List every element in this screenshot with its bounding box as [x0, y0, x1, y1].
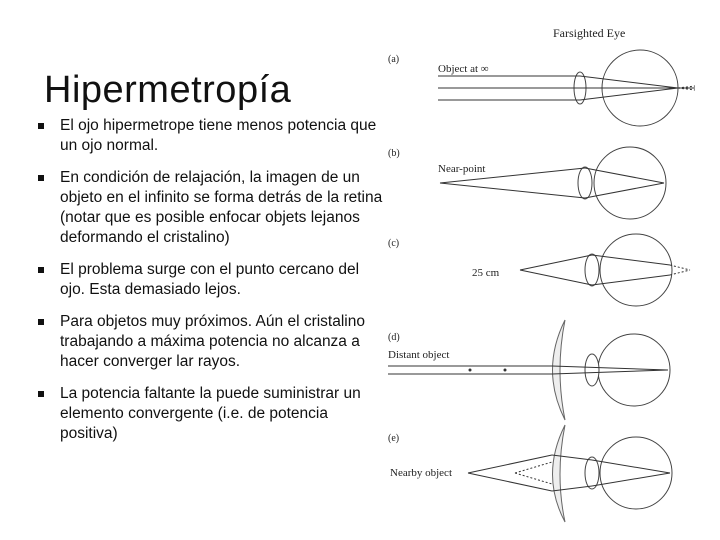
bullet-text: En condición de relajación, la imagen de un objeto en el infinito se forma detrás de la retina (notar que es posible enfocar objets lejanos deformando el cristalino): [60, 169, 383, 246]
ray: [468, 455, 552, 473]
panel-label: 25 cm: [472, 267, 500, 279]
bullet-text: La potencia faltante la puede suministrar un elemento convergente (i.e. de potencia positiva): [60, 385, 361, 442]
crystalline-lens: [578, 167, 592, 199]
ray: [520, 270, 592, 285]
bullet-text: El ojo hipermetrope tiene menos potencia que un ojo normal.: [60, 117, 377, 154]
eyeball: [600, 234, 672, 306]
square-bullet-icon: [38, 123, 44, 129]
square-bullet-icon: [38, 391, 44, 397]
panel-b: [388, 147, 666, 219]
square-bullet-icon: [38, 267, 44, 273]
extended-ray: [670, 265, 690, 270]
panel-label: Object at ∞: [438, 63, 489, 75]
farsighted-eye-figure: [380, 20, 710, 525]
bullet-item: [38, 168, 383, 248]
slide-title: Hipermetropía: [44, 69, 292, 112]
bullet-text-post: del ojo. Esta demasiado lejos.: [60, 261, 360, 298]
bullet-item: [38, 116, 383, 156]
ray: [552, 366, 668, 370]
crystalline-lens: [585, 457, 599, 489]
panel-d: [388, 320, 670, 420]
ray: [468, 473, 552, 491]
panel-tag: (b): [388, 148, 400, 159]
ray: [552, 370, 668, 374]
ray: [592, 275, 670, 285]
ray: [580, 76, 678, 88]
bullet-text-emphasis: punto cercano: [235, 261, 335, 278]
panel-tag: (e): [388, 433, 400, 444]
extended-ray: [670, 270, 690, 275]
virtual-ray: [515, 462, 552, 473]
bullet-text: Para objetos muy próximos. Aún el cristalino trabajando a máxima potencia no alcanza a hacer converger lar rayos.: [60, 313, 365, 370]
ray: [592, 460, 670, 473]
bullet-item: [38, 384, 383, 444]
square-bullet-icon: [38, 175, 44, 181]
bullet-item: [38, 312, 383, 372]
square-bullet-icon: [38, 319, 44, 325]
focal-point-marker: [504, 369, 507, 372]
crystalline-lens: [585, 254, 599, 286]
ray: [592, 255, 670, 265]
panel-tag: (c): [388, 238, 400, 249]
eyeball: [600, 437, 672, 509]
crystalline-lens: [585, 354, 599, 386]
panel-tag: (d): [388, 332, 400, 343]
corrective-lens: [553, 320, 566, 420]
ray: [585, 183, 664, 198]
ray: [580, 88, 678, 100]
ray: [440, 183, 585, 198]
ray: [585, 168, 664, 183]
figure-title: Farsighted Eye: [553, 26, 626, 40]
panel-label: Distant object: [388, 349, 450, 361]
panel-e: [388, 425, 672, 522]
panel-tag: (a): [388, 54, 400, 65]
panel-a: [388, 50, 695, 126]
bullet-list: [38, 116, 383, 456]
eyeball: [594, 147, 666, 219]
bullet-text-pre: El problema surge con el: [60, 261, 236, 278]
virtual-ray: [515, 473, 552, 484]
ray: [520, 255, 592, 270]
focal-point-marker: [469, 369, 472, 372]
ray: [592, 473, 670, 486]
corrective-lens: [553, 425, 566, 522]
bullet-item: [38, 260, 383, 300]
panel-c: [388, 234, 690, 306]
panel-label: Near-point: [438, 163, 486, 175]
panel-label: Nearby object: [390, 467, 452, 479]
